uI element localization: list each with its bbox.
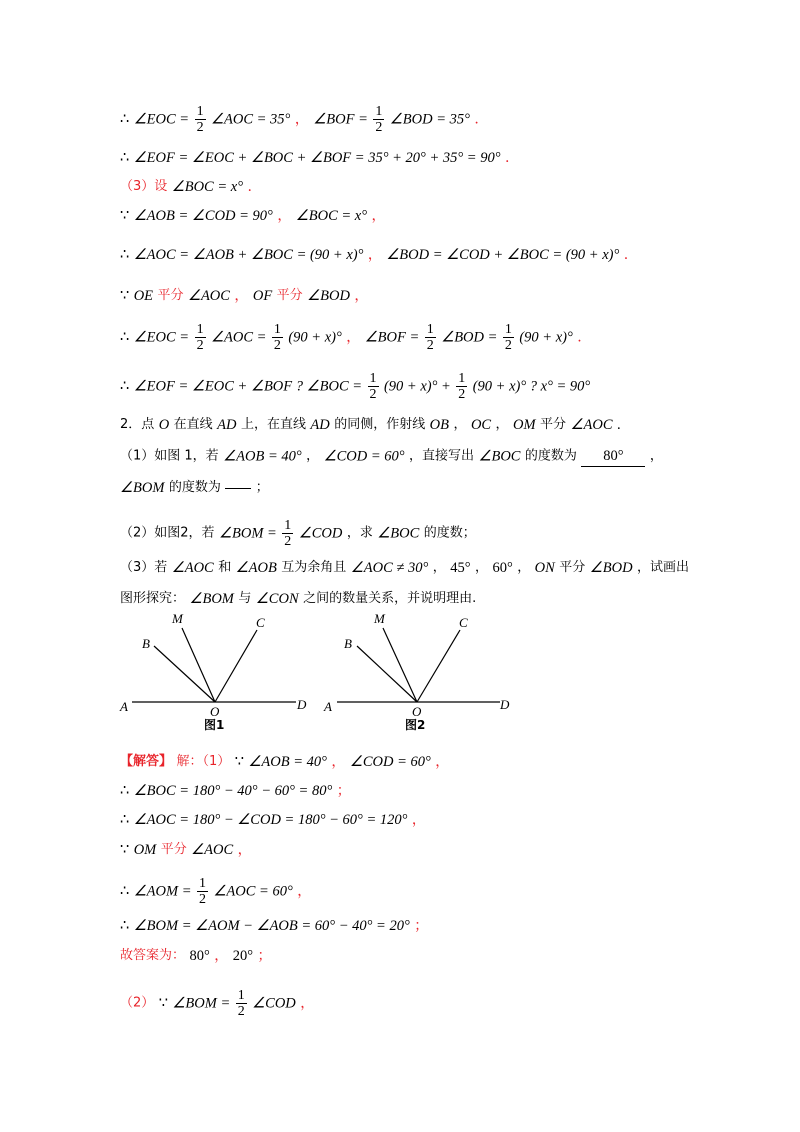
fraction-half: $\frac{1}{2}$	[273, 322, 281, 353]
fraction-half: $\frac{1}{2}$	[369, 371, 377, 402]
ray-om	[182, 628, 215, 702]
caption-fig-1: 图1	[204, 718, 225, 732]
geometry-figures	[118, 612, 518, 740]
problem-2-part-1-cont: ∠BOM 的度数为 ；	[120, 480, 269, 496]
label-c: C	[256, 615, 265, 630]
label-o: O	[412, 704, 422, 719]
fraction-half: $\frac{1}{2}$	[284, 518, 292, 549]
ray-oc	[417, 630, 460, 702]
solution-line-2: ∴ ∠EOF = ∠EOC + ∠BOC + ∠BOF = 35° + 20° + 35° = 90° .	[120, 150, 510, 166]
solution-line-7: ∴ ∠EOC = $\frac{1}{2}$ ∠AOC = $\frac{1}{2}$ (90 + x)° ， ∠BOF = $\frac{1}{2}$ ∠BOD = $\frac{1}{2}$ (90 + x)° .	[120, 322, 582, 353]
solution-line-1: ∴ ∠EOC = $\frac{1}{2}$ ∠AOC = 35° ， ∠BOF = $\frac{1}{2}$ ∠BOD = 35° .	[120, 104, 479, 135]
label-d: D	[500, 697, 510, 712]
figures-svg	[118, 612, 518, 740]
answer-line-1: 【解答】 解：（1） ∵ ∠AOB = 40° ， ∠COD = 60° ，	[120, 754, 450, 770]
ray-ob	[357, 646, 417, 702]
fraction-half: $\frac{1}{2}$	[504, 322, 512, 353]
label-o: O	[210, 704, 220, 719]
problem-2-part-2: （2）如图2，若 ∠BOM = $\frac{1}{2}$ ∠COD ，求 ∠BOC 的度数；	[120, 518, 476, 549]
label-m: M	[172, 611, 183, 626]
solution-line-4: ∵ ∠AOB = ∠COD = 90° ， ∠BOC = x° ，	[120, 208, 386, 224]
answer-blank-2	[225, 488, 251, 489]
label-m: M	[374, 611, 385, 626]
ray-om	[383, 628, 417, 702]
solution-line-8: ∴ ∠EOF = ∠EOC + ∠BOF ? ∠BOC = $\frac{1}{2}$ (90 + x)° + $\frac{1}{2}$ (90 + x)° ? x° = 90°	[120, 371, 591, 402]
problem-2-part-3: （3）若 ∠AOC 和 ∠AOB 互为余角且 ∠AOC ≠ 30° ， 45° ， 60° ， ON 平分 ∠BOD ，试画出	[120, 560, 690, 576]
problem-2-statement: 2．点 O 在直线 AD 上，在直线 AD 的同侧，作射线 OB ， OC ， OM 平分 ∠AOC .	[120, 417, 621, 433]
figure-1	[119, 611, 307, 732]
figure-2	[323, 611, 510, 732]
expr: ∠EOC =	[133, 111, 190, 128]
label-a: A	[324, 699, 332, 714]
label-c: C	[459, 615, 468, 630]
answer-line-3: ∴ ∠AOC = 180° − ∠COD = 180° − 60° = 120° ，	[120, 812, 426, 828]
fraction-half: $\frac{1}{2}$	[237, 988, 245, 1019]
answer-line-2: ∴ ∠BOC = 180° − 40° − 60° = 80° ；	[120, 783, 351, 799]
answer-line-7: 故答案为： 80° ， 20° ；	[120, 948, 272, 964]
answer-line-8: （2） ∵ ∠BOM = $\frac{1}{2}$ ∠COD ，	[120, 988, 315, 1019]
label-b: B	[142, 636, 150, 651]
solution-line-3: （3）设 ∠BOC = x° .	[120, 179, 252, 195]
fraction-half: $\frac{1}{2}$	[198, 876, 206, 907]
solution-line-6: ∵ OE 平分 ∠AOC ， OF 平分 ∠BOD ，	[120, 288, 369, 304]
ray-oc	[215, 630, 257, 702]
ray-ob	[154, 646, 215, 702]
fraction-half: $\frac{1}{2}$	[196, 322, 204, 353]
label-b: B	[344, 636, 352, 651]
caption-fig-2: 图2	[405, 718, 426, 732]
fraction-half: $\frac{1}{2}$	[196, 104, 204, 135]
fraction-half: $\frac{1}{2}$	[375, 104, 383, 135]
answer-line-6: ∴ ∠BOM = ∠AOM − ∠AOB = 60° − 40° = 20° ；	[120, 918, 429, 934]
solution-line-5: ∴ ∠AOC = ∠AOB + ∠BOC = (90 + x)° ， ∠BOD = ∠COD + ∠BOC = (90 + x)° .	[120, 247, 629, 263]
fraction-half: $\frac{1}{2}$	[458, 371, 466, 402]
answer-line-5: ∴ ∠AOM = $\frac{1}{2}$ ∠AOC = 60° ，	[120, 876, 312, 907]
answer-line-4: ∵ OM 平分 ∠AOC ，	[120, 842, 252, 858]
fraction-half: $\frac{1}{2}$	[426, 322, 434, 353]
label-d: D	[297, 697, 307, 712]
problem-2-part-1: （1）如图 1，若 ∠AOB = 40° ， ∠COD = 60° ，直接写出 ∠BOC 的度数为 80° ，	[120, 446, 663, 467]
problem-2-part-3-cont: 图形探究： ∠BOM 与 ∠CON 之间的数量关系，并说明理由.	[120, 591, 477, 607]
answer-blank-1: 80°	[581, 446, 645, 467]
label-a: A	[120, 699, 128, 714]
